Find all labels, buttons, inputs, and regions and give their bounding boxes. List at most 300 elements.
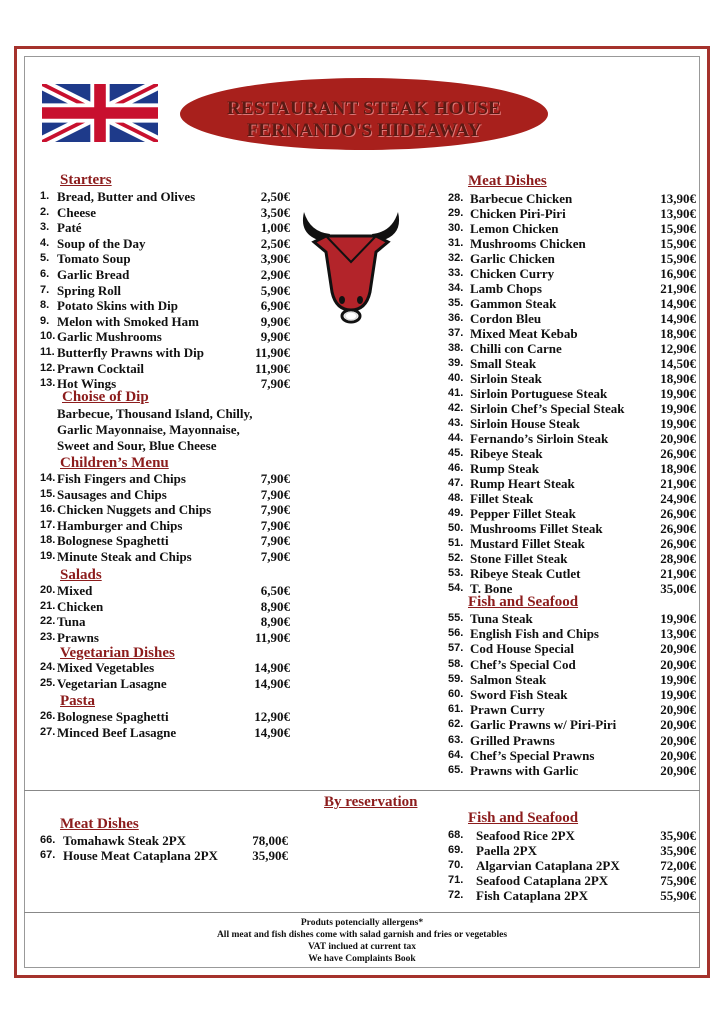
- menu-item: [448, 326, 696, 341]
- item-number: 69.: [448, 844, 464, 856]
- menu-item: [448, 206, 696, 221]
- menu-item: [448, 551, 696, 566]
- item-name: Small Steak: [470, 356, 537, 371]
- menu-item: [40, 487, 290, 502]
- menu-item: [40, 549, 290, 564]
- item-price: 20,90€: [660, 763, 696, 778]
- item-price: 14,90€: [254, 675, 290, 691]
- item-price: 21,90€: [660, 281, 696, 296]
- item-price: 19,90€: [660, 416, 696, 431]
- menu-item: [40, 329, 290, 344]
- item-price: 14,90€: [660, 311, 696, 326]
- item-number: 25.: [40, 676, 56, 689]
- menu-item: [448, 311, 696, 326]
- item-number: 6.: [40, 268, 50, 280]
- item-name: Bread, Butter and Olives: [57, 189, 196, 204]
- menu-item: [40, 189, 290, 204]
- menu-item: [448, 371, 696, 386]
- item-name: Ribeye Steak Cutlet: [470, 566, 581, 581]
- item-number: 61.: [448, 703, 464, 716]
- item-name: Melon with Smoked Ham: [57, 313, 199, 329]
- item-number: 34.: [448, 282, 464, 294]
- item-number: 27.: [40, 725, 56, 738]
- item-number: 20.: [40, 584, 56, 596]
- menu-item: [448, 687, 696, 702]
- menu-item: [40, 251, 290, 266]
- menu-item: [448, 251, 696, 266]
- menu-item: [448, 717, 696, 732]
- item-number: 67.: [40, 849, 56, 861]
- item-price: 9,90€: [260, 313, 290, 329]
- item-price: 20,90€: [660, 702, 696, 718]
- item-price: 12,90€: [660, 341, 696, 356]
- item-price: 3,50€: [260, 204, 290, 220]
- item-price: 19,90€: [660, 611, 696, 626]
- item-name: Bolognese Spaghetti: [57, 709, 169, 724]
- item-number: 15.: [40, 487, 56, 500]
- item-number: 49.: [448, 507, 464, 519]
- restaurant-title-line2: FERNANDO'S HIDEAWAY: [246, 120, 482, 141]
- item-number: 19.: [40, 550, 56, 562]
- section-header: Vegetarian Dishes: [60, 645, 175, 661]
- item-price: 26,90€: [660, 521, 696, 536]
- item-price: 11,90€: [254, 360, 290, 376]
- item-price: 7,90€: [260, 376, 290, 392]
- item-name: Soup of the Day: [57, 235, 146, 251]
- menu-item: [448, 401, 696, 416]
- item-price: 8,90€: [260, 614, 290, 630]
- item-price: 35,90€: [252, 848, 288, 863]
- item-name: Chilli con Carne: [470, 341, 562, 356]
- item-number: 29.: [448, 207, 464, 219]
- item-number: 64.: [448, 748, 464, 761]
- item-price: 11,90€: [254, 629, 290, 645]
- item-name: Cordon Bleu: [470, 311, 542, 326]
- item-number: 51.: [448, 537, 464, 549]
- menu-item: [448, 266, 696, 281]
- item-price: 14,90€: [254, 660, 290, 675]
- menu-item: [448, 506, 696, 521]
- menu-item: [448, 566, 696, 581]
- item-name: Chef’s Special Prawns: [470, 747, 595, 763]
- uk-flag-icon: [42, 84, 158, 142]
- menu-item: [40, 361, 290, 376]
- item-number: 12.: [40, 361, 56, 374]
- item-name: Cod House Special: [470, 641, 575, 657]
- menu-item: [448, 236, 696, 251]
- item-name: Prawn Curry: [470, 702, 545, 718]
- item-name: Grilled Prawns: [470, 732, 555, 748]
- item-name: Ribeye Steak: [470, 446, 543, 461]
- item-price: 2,90€: [260, 267, 290, 282]
- item-name: Garlic Mushrooms: [57, 329, 162, 345]
- menu-item: [448, 536, 696, 551]
- item-price: 14,90€: [660, 296, 696, 311]
- item-name: Mixed: [57, 583, 93, 598]
- item-price: 19,90€: [660, 687, 696, 702]
- menu-item: [40, 298, 290, 313]
- item-name: Hamburger and Chips: [57, 517, 183, 533]
- item-price: 75,90€: [660, 873, 696, 888]
- item-number: 65.: [448, 764, 464, 776]
- footer-note: All meat and fish dishes come with salad garnish and fries or vegetables: [216, 930, 508, 940]
- item-price: 15,90€: [660, 236, 696, 251]
- item-price: 1,00€: [260, 220, 290, 236]
- item-number: 17.: [40, 518, 56, 531]
- item-name: Rump Heart Steak: [470, 476, 575, 491]
- item-price: 16,90€: [660, 266, 696, 281]
- item-name: Lamb Chops: [470, 281, 542, 296]
- item-number: 35.: [448, 297, 464, 309]
- item-name: Stone Fillet Steak: [470, 551, 568, 566]
- item-number: 71.: [448, 874, 464, 886]
- menu-item: [40, 345, 290, 360]
- section-header: Choise of Dip: [62, 389, 149, 405]
- item-name: Fernando’s Sirloin Steak: [470, 431, 609, 446]
- item-number: 30.: [448, 222, 464, 234]
- item-price: 7,90€: [260, 517, 290, 533]
- menu-item: [448, 733, 696, 748]
- item-price: 7,90€: [260, 533, 290, 549]
- menu-item: [40, 518, 290, 533]
- menu-item: [40, 533, 290, 548]
- item-price: 18,90€: [660, 326, 696, 341]
- item-number: 68.: [448, 829, 464, 841]
- menu-item: [448, 491, 696, 506]
- section-header: Children’s Menu: [60, 455, 169, 471]
- item-number: 2.: [40, 205, 50, 218]
- item-number: 13.: [40, 377, 56, 390]
- menu-item: [448, 281, 696, 296]
- item-price: 15,90€: [660, 251, 696, 266]
- item-price: 7,90€: [260, 471, 290, 486]
- item-number: 48.: [448, 492, 464, 504]
- item-name: Sirloin Chef’s Special Steak: [470, 401, 625, 416]
- item-price: 6,90€: [260, 298, 290, 314]
- section-header: Meat Dishes: [60, 816, 139, 832]
- item-price: 6,50€: [260, 583, 290, 598]
- item-name: Sirloin House Steak: [470, 416, 580, 431]
- item-number: 7.: [40, 283, 50, 296]
- section-header: Fish and Seafood: [468, 594, 579, 610]
- item-number: 18.: [40, 534, 56, 547]
- item-number: 16.: [40, 503, 56, 516]
- item-name: Paella 2PX: [476, 843, 538, 858]
- item-price: 20,90€: [660, 641, 696, 657]
- reservation-title: By reservation: [324, 794, 418, 810]
- item-name: Salmon Steak: [470, 671, 547, 687]
- menu-item: [40, 205, 290, 220]
- item-number: 66.: [40, 834, 56, 846]
- item-number: 54.: [448, 582, 464, 594]
- menu-item: [40, 660, 290, 675]
- item-name: Chicken Nuggets and Chips: [57, 502, 212, 518]
- menu-item: [448, 611, 696, 626]
- menu-item: [448, 221, 696, 236]
- item-name: Sirloin Portuguese Steak: [470, 386, 608, 401]
- item-name: Prawns: [57, 629, 99, 645]
- item-number: 53.: [448, 567, 464, 579]
- item-name: Garlic Prawns w/ Piri-Piri: [470, 717, 617, 733]
- item-price: 9,90€: [260, 329, 290, 345]
- menu-item: [40, 283, 290, 298]
- footer-note: VAT inclued at current tax: [307, 942, 417, 952]
- menu-item: [448, 446, 696, 461]
- section-header: Meat Dishes: [468, 173, 547, 189]
- dip-options-line: Garlic Mayonnaise, Mayonnaise,: [57, 422, 240, 437]
- item-number: 40.: [448, 372, 464, 384]
- item-number: 59.: [448, 672, 464, 685]
- item-number: 11.: [40, 346, 55, 358]
- item-name: Mixed Vegetables: [57, 660, 155, 675]
- item-number: 70.: [448, 859, 464, 871]
- item-price: 35,90€: [660, 843, 696, 858]
- item-price: 18,90€: [660, 461, 696, 476]
- item-number: 39.: [448, 357, 464, 369]
- item-number: 55.: [448, 612, 464, 624]
- bull-logo-icon: [296, 192, 406, 332]
- item-name: Tomahawk Steak 2PX: [63, 833, 187, 848]
- menu-item: [40, 502, 290, 517]
- item-price: 20,90€: [660, 747, 696, 763]
- item-name: T. Bone: [470, 581, 513, 596]
- item-price: 19,90€: [660, 671, 696, 687]
- item-number: 62.: [448, 718, 464, 731]
- item-name: Chef’s Special Cod: [470, 656, 576, 672]
- section-header: Starters: [60, 172, 112, 188]
- item-name: Fish Fingers and Chips: [57, 471, 186, 486]
- item-price: 7,90€: [260, 549, 290, 564]
- menu-item: [448, 672, 696, 687]
- item-name: Rump Steak: [470, 461, 539, 476]
- item-number: 36.: [448, 312, 464, 324]
- item-price: 26,90€: [660, 446, 696, 461]
- dip-options-line: Barbecue, Thousand Island, Chilly,: [57, 406, 253, 421]
- item-name: Seafood Cataplana 2PX: [476, 873, 609, 888]
- item-price: 26,90€: [660, 536, 696, 551]
- item-name: Spring Roll: [57, 282, 121, 298]
- menu-item: [448, 416, 696, 431]
- item-number: 58.: [448, 657, 464, 670]
- item-number: 33.: [448, 267, 464, 279]
- menu-item: [448, 386, 696, 401]
- item-price: 7,90€: [260, 502, 290, 518]
- item-number: 46.: [448, 462, 464, 474]
- item-number: 28.: [448, 192, 464, 204]
- item-price: 72,00€: [660, 858, 696, 873]
- item-number: 21.: [40, 599, 56, 612]
- item-number: 23.: [40, 630, 56, 643]
- item-price: 3,90€: [260, 251, 290, 267]
- item-price: 19,90€: [660, 386, 696, 401]
- menu-item: [448, 191, 696, 206]
- item-name: Prawn Cocktail: [57, 360, 145, 376]
- item-price: 26,90€: [660, 506, 696, 521]
- section-header: Fish and Seafood: [468, 810, 579, 826]
- item-price: 11,90€: [254, 345, 290, 360]
- item-name: Minute Steak and Chips: [57, 549, 192, 564]
- item-price: 28,90€: [660, 551, 696, 566]
- item-number: 37.: [448, 327, 464, 339]
- restaurant-title-banner: [180, 78, 548, 150]
- item-name: Vegetarian Lasagne: [57, 675, 167, 691]
- item-number: 44.: [448, 432, 464, 444]
- menu-item: [40, 267, 290, 282]
- item-number: 22.: [40, 615, 56, 628]
- item-price: 35,90€: [660, 828, 696, 843]
- item-number: 14.: [40, 472, 56, 484]
- item-price: 14,90€: [254, 724, 290, 740]
- item-price: 2,50€: [260, 235, 290, 251]
- menu-item: [448, 431, 696, 446]
- item-name: Mustard Fillet Steak: [470, 536, 585, 551]
- menu-item: [40, 630, 290, 645]
- item-name: Garlic Chicken: [470, 251, 555, 266]
- item-price: 21,90€: [660, 566, 696, 581]
- item-price: 8,90€: [260, 598, 290, 614]
- item-price: 21,90€: [660, 476, 696, 491]
- section-header: Pasta: [60, 693, 95, 709]
- item-price: 7,90€: [260, 486, 290, 502]
- menu-item: [40, 471, 290, 486]
- item-number: 26.: [40, 710, 56, 722]
- item-number: 56.: [448, 627, 464, 640]
- item-price: 15,90€: [660, 221, 696, 236]
- menu-item: [40, 236, 290, 251]
- item-price: 18,90€: [660, 371, 696, 386]
- footer-note: Produts potencially allergens*: [300, 918, 424, 928]
- menu-item: [40, 220, 290, 235]
- item-name: Pepper Fillet Steak: [470, 506, 576, 521]
- item-name: Bolognese Spaghetti: [57, 533, 169, 549]
- item-name: Mixed Meat Kebab: [470, 326, 578, 341]
- item-number: 43.: [448, 417, 464, 429]
- item-number: 63.: [448, 733, 464, 746]
- item-name: Tomato Soup: [57, 251, 131, 267]
- menu-item: [448, 763, 696, 778]
- item-name: Garlic Bread: [57, 267, 130, 282]
- item-number: 72.: [448, 889, 464, 901]
- section-header: Salads: [60, 567, 102, 583]
- menu-item: [448, 341, 696, 356]
- item-number: 42.: [448, 402, 464, 414]
- item-name: Seafood Rice 2PX: [476, 828, 575, 843]
- item-price: 13,90€: [660, 191, 696, 206]
- item-name: Chicken: [57, 598, 104, 614]
- menu-item: [40, 614, 290, 629]
- item-name: Fish Cataplana 2PX: [476, 888, 588, 903]
- item-name: Gammon Steak: [470, 296, 557, 311]
- menu-item: [448, 702, 696, 717]
- item-number: 52.: [448, 552, 464, 564]
- dip-options-line: Sweet and Sour, Blue Cheese: [57, 438, 217, 453]
- item-number: 3.: [40, 221, 50, 234]
- item-name: Paté: [57, 220, 82, 236]
- item-price: 35,00€: [660, 581, 696, 596]
- item-number: 47.: [448, 477, 464, 489]
- item-number: 60.: [448, 688, 464, 700]
- item-name: Sirloin Steak: [470, 371, 542, 386]
- menu-item: [448, 626, 696, 641]
- item-number: 10.: [40, 330, 56, 343]
- item-price: 2,50€: [260, 189, 290, 204]
- menu-item: [40, 583, 290, 598]
- item-price: 20,90€: [660, 656, 696, 672]
- footer-note: We have Complaints Book: [308, 954, 416, 964]
- item-name: Hot Wings: [57, 376, 117, 392]
- item-price: 55,90€: [660, 888, 696, 903]
- item-name: Tuna: [57, 614, 86, 630]
- menu-item: [448, 521, 696, 536]
- menu-item: [40, 676, 290, 691]
- menu-item: [448, 476, 696, 491]
- item-price: 5,90€: [260, 282, 290, 298]
- item-name: Lemon Chicken: [470, 221, 559, 236]
- menu-item: [448, 641, 696, 656]
- item-price: 78,00€: [252, 833, 288, 848]
- item-name: Chicken Curry: [470, 266, 555, 281]
- item-number: 41.: [448, 387, 464, 399]
- item-number: 1.: [40, 190, 50, 202]
- item-number: 57.: [448, 642, 464, 655]
- item-name: Mushrooms Chicken: [470, 236, 586, 251]
- item-name: Sausages and Chips: [57, 486, 167, 502]
- item-name: Barbecue Chicken: [470, 191, 573, 206]
- item-name: Chicken Piri-Piri: [470, 206, 566, 221]
- restaurant-title-line1: RESTAURANT STEAK HOUSE: [227, 98, 501, 119]
- item-name: Tuna Steak: [470, 611, 533, 626]
- item-name: House Meat Cataplana 2PX: [63, 848, 218, 863]
- item-number: 8.: [40, 299, 50, 312]
- menu-item: [40, 314, 290, 329]
- item-price: 12,90€: [254, 709, 290, 724]
- item-name: Potato Skins with Dip: [57, 298, 178, 314]
- menu-item: [448, 296, 696, 311]
- item-price: 19,90€: [660, 401, 696, 416]
- item-price: 20,90€: [660, 732, 696, 748]
- item-number: 24.: [40, 661, 56, 673]
- item-number: 50.: [448, 522, 464, 534]
- menu-item: [40, 725, 290, 740]
- item-name: Algarvian Cataplana 2PX: [476, 858, 620, 873]
- menu-item: [40, 709, 290, 724]
- item-name: Mushrooms Fillet Steak: [470, 521, 603, 536]
- item-price: 20,90€: [660, 431, 696, 446]
- item-number: 31.: [448, 237, 464, 249]
- menu-item: [40, 599, 290, 614]
- item-name: Fillet Steak: [470, 491, 534, 506]
- item-name: Minced Beef Lasagne: [57, 724, 177, 740]
- item-number: 9.: [40, 314, 50, 327]
- item-name: Cheese: [57, 204, 96, 220]
- item-price: 13,90€: [660, 626, 696, 642]
- item-price: 24,90€: [660, 491, 696, 506]
- item-number: 5.: [40, 252, 50, 265]
- item-name: Sword Fish Steak: [470, 687, 568, 702]
- item-price: 14,50€: [660, 356, 696, 371]
- menu-item: [448, 748, 696, 763]
- item-number: 4.: [40, 236, 50, 249]
- menu-item: [448, 356, 696, 371]
- menu-item: [448, 657, 696, 672]
- item-name: English Fish and Chips: [470, 626, 599, 642]
- item-name: Butterfly Prawns with Dip: [57, 345, 204, 360]
- item-number: 38.: [448, 342, 464, 354]
- item-price: 13,90€: [660, 206, 696, 221]
- item-number: 45.: [448, 447, 464, 459]
- item-price: 20,90€: [660, 717, 696, 733]
- item-number: 32.: [448, 252, 464, 264]
